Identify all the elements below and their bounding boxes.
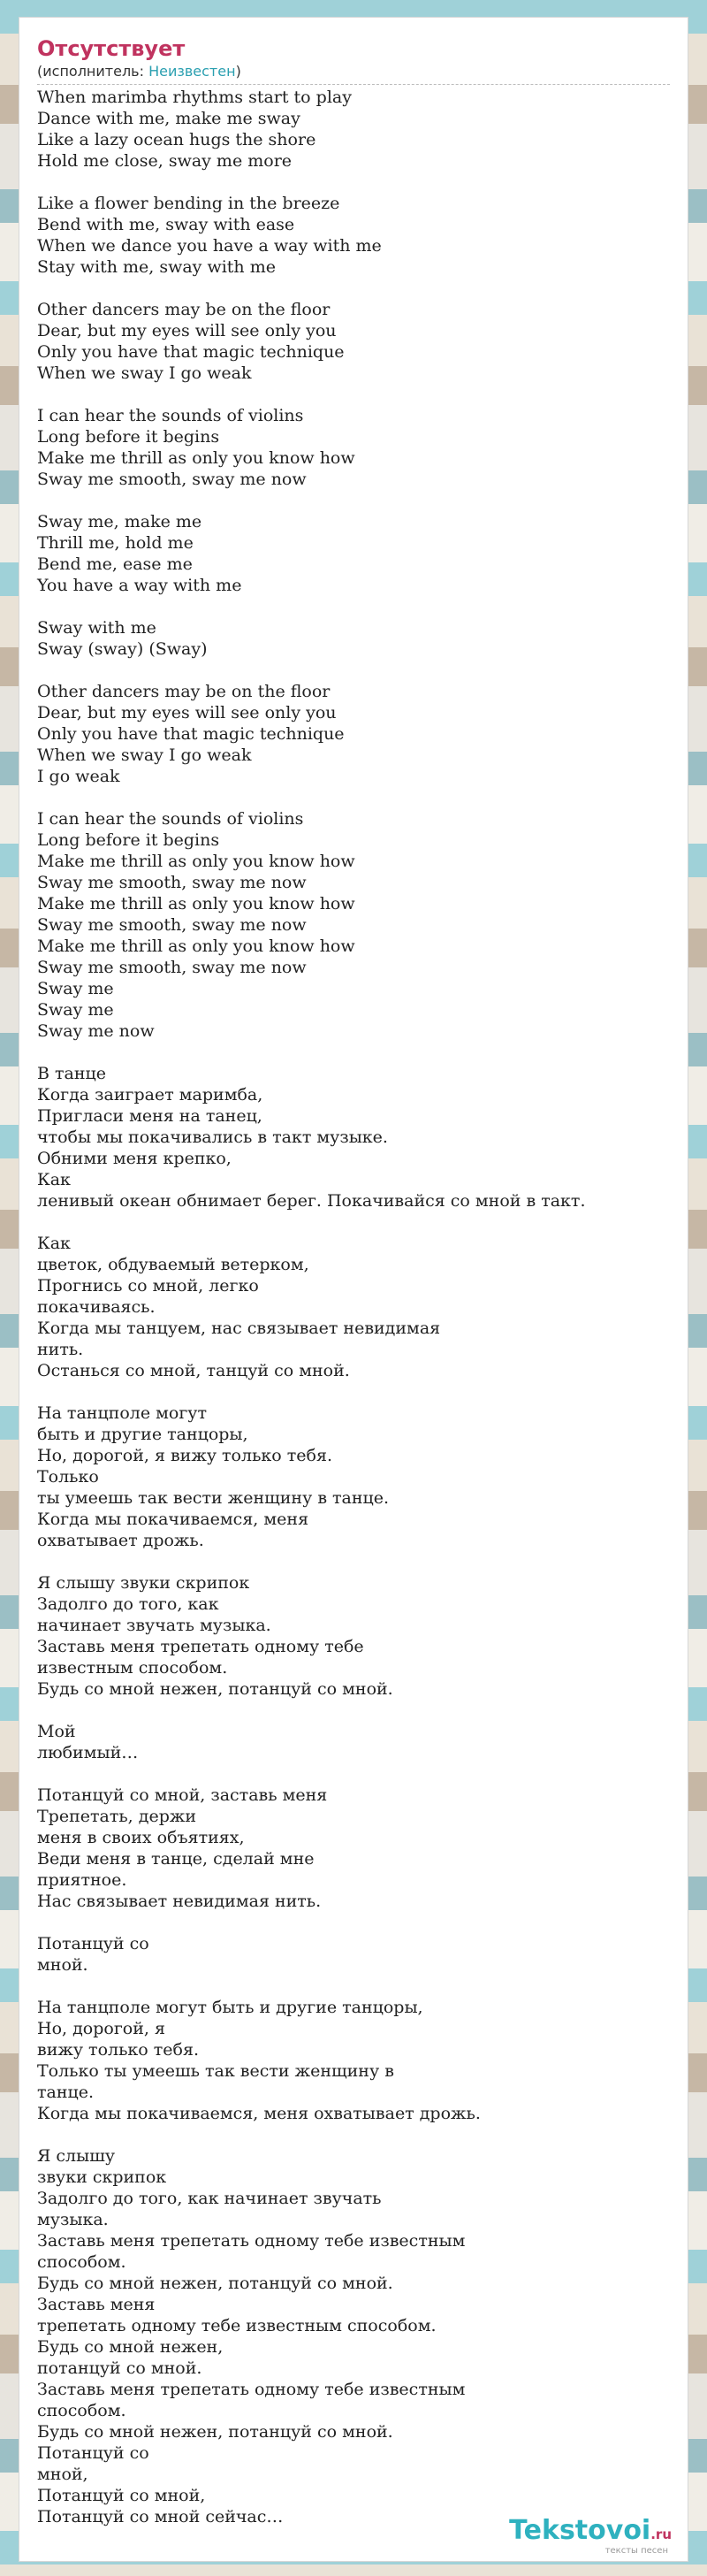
lyric-line: мной, [37, 2465, 88, 2484]
logo-main-text: Tekstovoi [509, 2515, 651, 2546]
lyric-line: На танцполе могут [37, 1403, 207, 1423]
lyric-line: Я слышу [37, 2146, 116, 2166]
lyrics-stanza [37, 1933, 673, 1976]
lyric-line: Sway me smooth, sway me now [37, 958, 307, 977]
lyric-line: вижу только тебя. [37, 2040, 199, 2060]
lyrics-stanza [37, 405, 673, 490]
lyric-line: Будь со мной нежен, [37, 2337, 224, 2357]
lyric-line: Когда заиграет маримба, [37, 1085, 263, 1105]
artist-prefix: (исполнитель: [37, 63, 149, 80]
lyric-line: Like a lazy ocean hugs the shore [37, 130, 316, 149]
lyric-line: Sway me smooth, sway me now [37, 873, 307, 892]
lyric-line: В танце [37, 1064, 106, 1083]
lyric-line: Когда мы покачиваемся, меня [37, 1510, 309, 1529]
lyric-line: Make me thrill as only you know how [37, 852, 355, 871]
lyric-line: Потанцуй со мной, [37, 2486, 206, 2505]
lyric-line: Only you have that magic technique [37, 724, 345, 744]
lyrics-stanza [37, 808, 673, 1042]
lyric-line: Но, дорогой, я [37, 2019, 165, 2038]
lyric-line: Bend with me, sway with ease [37, 215, 295, 234]
lyric-line: Dance with me, make me sway [37, 109, 300, 128]
lyrics-stanza [37, 1063, 673, 1212]
lyric-line: звуки скрипок [37, 2167, 167, 2187]
lyric-line: Будь со мной нежен, потанцуй со мной. [37, 2274, 393, 2293]
lyrics-stanza [37, 511, 673, 596]
lyrics-stanza [37, 1785, 673, 1912]
lyric-line: Other dancers may be on the floor [37, 682, 331, 701]
lyrics-text [37, 87, 673, 2549]
lyric-line: Как [37, 1234, 71, 1253]
lyric-line: You have a way with me [37, 576, 242, 595]
lyric-line: Заставь меня трепетать одному тебе известным [37, 2231, 466, 2251]
lyric-line: When we dance you have a way with me [37, 236, 382, 256]
lyric-line: цветок, обдуваемый ветерком, [37, 1255, 309, 1274]
lyrics-stanza [37, 87, 673, 172]
lyrics-stanza [37, 681, 673, 787]
song-header [37, 35, 670, 85]
lyric-line: Only you have that magic technique [37, 342, 345, 362]
lyric-line: Sway me smooth, sway me now [37, 915, 307, 935]
lyric-line: Like a flower bending in the breeze [37, 194, 340, 213]
lyric-line: меня в своих объятиях, [37, 1828, 245, 1847]
lyrics-stanza [37, 617, 673, 660]
logo-wordmark [509, 2515, 672, 2548]
lyric-line: I can hear the sounds of violins [37, 406, 304, 425]
lyric-line: Потанцуй со мной, заставь меня [37, 1785, 328, 1805]
lyric-line: любимый… [37, 1743, 139, 1762]
lyric-line: Sway me now [37, 1021, 155, 1041]
lyric-line: Dear, but my eyes will see only you [37, 321, 337, 340]
lyric-line: начинает звучать музыка. [37, 1616, 271, 1635]
lyric-line: Sway me, make me [37, 512, 202, 531]
lyric-line: Только [37, 1467, 99, 1487]
lyric-line: Будь со мной нежен, потанцуй со мной. [37, 1679, 393, 1699]
lyric-line: мной. [37, 1955, 88, 1975]
lyric-line: Прогнись со мной, легко [37, 1276, 259, 1296]
lyric-line: приятное. [37, 1870, 127, 1890]
lyric-line: Заставь меня трепетать одному тебе известным [37, 2380, 466, 2399]
lyric-line: быть и другие танцоры, [37, 1425, 248, 1444]
lyric-line: Задолго до того, как [37, 1594, 219, 1614]
lyric-line: Когда мы танцуем, нас связывает невидимая [37, 1319, 441, 1338]
lyric-line: танце. [37, 2083, 95, 2102]
lyric-line: охватывает дрожь. [37, 1531, 204, 1550]
site-logo[interactable] [509, 2515, 672, 2556]
lyric-line: When marimba rhythms start to play [37, 88, 352, 107]
lyric-line: Пригласи меня на танец, [37, 1106, 262, 1126]
lyric-line: I go weak [37, 767, 120, 786]
lyric-line: When we sway I go weak [37, 745, 252, 765]
logo-tagline: тексты песен [604, 2546, 668, 2556]
lyric-line: Dear, but my eyes will see only you [37, 703, 337, 722]
lyric-line: When we sway I go weak [37, 363, 252, 383]
lyric-line: Я слышу звуки скрипок [37, 1573, 250, 1593]
lyric-line: Bend me, ease me [37, 554, 193, 574]
lyric-line: Когда мы покачиваемся, меня охватывает дрожь. [37, 2104, 481, 2123]
lyric-line: Нас связывает невидимая нить. [37, 1892, 322, 1911]
lyrics-stanza [37, 1233, 673, 1381]
lyric-line: музыка. [37, 2210, 109, 2229]
lyric-line: Веди меня в танце, сделай мне [37, 1849, 315, 1869]
logo-domain: .ru [650, 2526, 672, 2542]
lyric-line: Мой [37, 1722, 76, 1741]
lyrics-stanza [37, 299, 673, 384]
lyric-line: покачиваясь. [37, 1297, 156, 1317]
lyrics-card [19, 18, 688, 2561]
lyric-line: Потанцуй со мной сейчас… [37, 2507, 284, 2526]
lyric-line: Make me thrill as only you know how [37, 894, 355, 913]
lyric-line: Long before it begins [37, 830, 220, 850]
lyric-line: потанцуй со мной. [37, 2358, 202, 2378]
lyric-line: Hold me close, sway me more [37, 151, 293, 171]
lyric-line: Stay with me, sway with me [37, 257, 276, 277]
lyric-line: способом. [37, 2401, 126, 2420]
lyric-line: Потанцуй со [37, 2443, 149, 2463]
lyric-line: Трепетать, держи [37, 1807, 197, 1826]
lyrics-stanza [37, 1403, 673, 1551]
lyric-line: Заставь меня трепетать одному тебе [37, 1637, 364, 1656]
lyric-line: Thrill me, hold me [37, 533, 194, 553]
lyric-line: способом. [37, 2252, 126, 2272]
lyric-line: Заставь меня [37, 2295, 156, 2314]
lyric-line: Будь со мной нежен, потанцуй со мной. [37, 2422, 393, 2442]
lyric-line: ленивый океан обнимает берег. Покачивайся со мной в такт. [37, 1191, 586, 1211]
lyric-line: чтобы мы покачивались в такт музыке. [37, 1127, 388, 1147]
song-title: Отсутствует [37, 36, 186, 61]
lyric-line: На танцполе могут быть и другие танцоры, [37, 1998, 423, 2017]
lyric-line: ты умеешь так вести женщину в танце. [37, 1488, 390, 1508]
lyric-line: нить. [37, 1340, 84, 1359]
lyric-line: Потанцуй со [37, 1934, 149, 1953]
lyric-line: Long before it begins [37, 427, 220, 447]
lyrics-stanza [37, 1721, 673, 1763]
lyric-line: Make me thrill as only you know how [37, 936, 355, 956]
lyric-line: Sway with me [37, 618, 156, 638]
lyric-line: Sway me smooth, sway me now [37, 470, 307, 489]
lyric-line: Sway me [37, 1000, 114, 1020]
lyric-line: Sway me [37, 979, 114, 998]
artist-suffix: ) [235, 63, 241, 80]
lyric-line: Sway (sway) (Sway) [37, 639, 208, 659]
lyric-line: Но, дорогой, я вижу только тебя. [37, 1446, 332, 1465]
lyric-line: Задолго до того, как начинает звучать [37, 2189, 382, 2208]
lyric-line: трепетать одному тебе известным способом. [37, 2316, 437, 2335]
lyric-line: известным способом. [37, 1658, 228, 1678]
artist-line [37, 63, 670, 80]
lyrics-stanza [37, 2145, 673, 2527]
lyrics-stanza [37, 193, 673, 278]
lyrics-stanza [37, 1572, 673, 1700]
lyric-line: Только ты умеешь так вести женщину в [37, 2061, 394, 2081]
lyric-line: Останься со мной, танцуй со мной. [37, 1361, 350, 1380]
lyric-line: Other dancers may be on the floor [37, 300, 331, 319]
artist-link[interactable]: Неизвестен [148, 63, 236, 80]
lyric-line: Make me thrill as only you know how [37, 448, 355, 468]
lyric-line: Как [37, 1170, 71, 1189]
lyric-line: I can hear the sounds of violins [37, 809, 304, 829]
lyrics-stanza [37, 1997, 673, 2124]
lyric-line: Обними меня крепко, [37, 1149, 232, 1168]
